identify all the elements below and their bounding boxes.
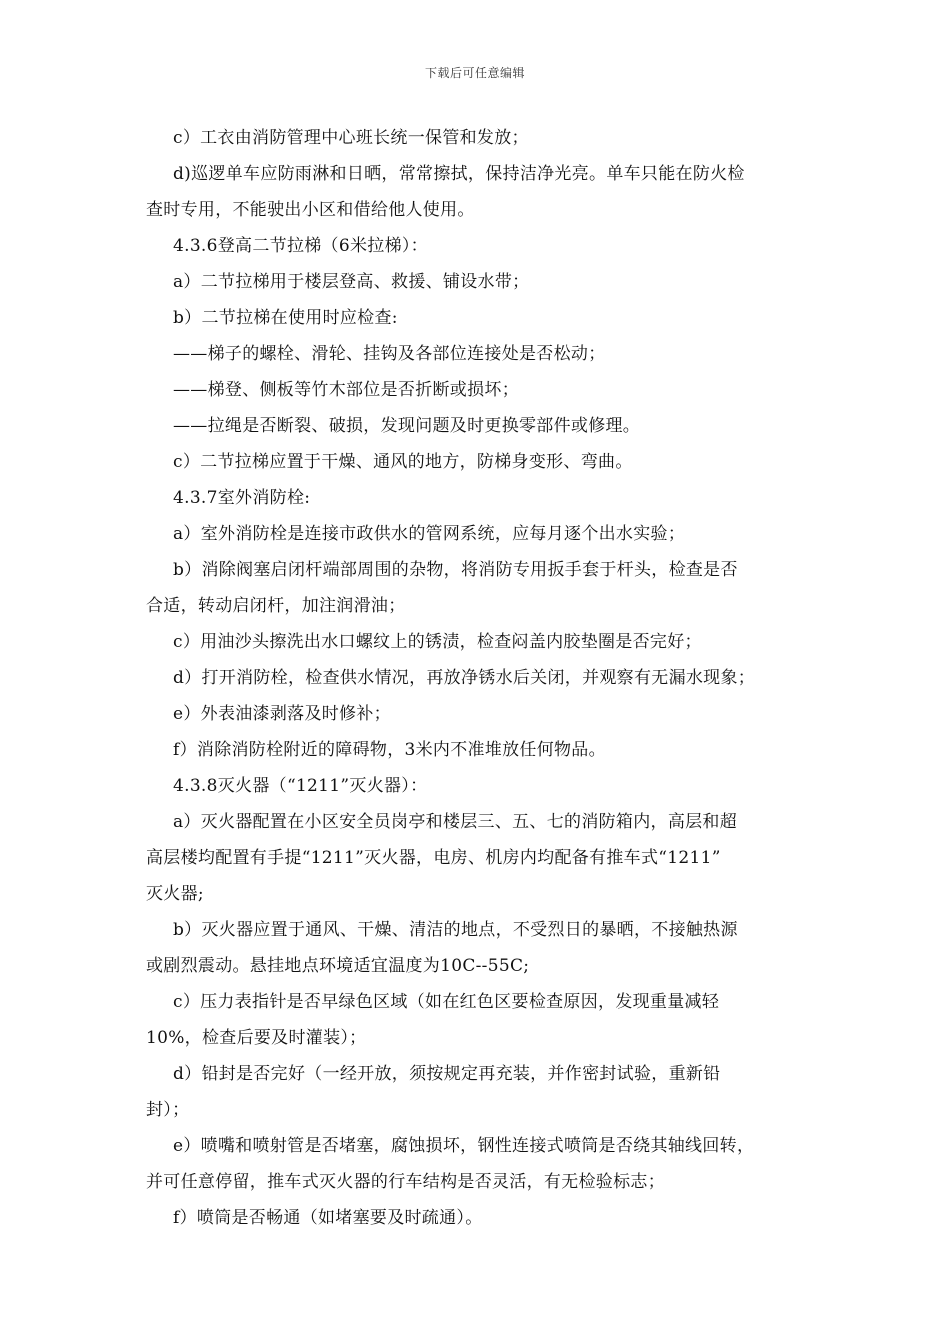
paragraph-line: 或剧烈震动。悬挂地点环境适宜温度为10C--55C; [146, 956, 530, 976]
paragraph-line: b）消除阀塞启闭杆端部周围的杂物，将消防专用扳手套于杆头，检查是否 [173, 560, 738, 580]
paragraph-line: ——梯登、侧板等竹木部位是否折断或损坏； [173, 380, 519, 400]
paragraph-line: f）消除消防栓附近的障碍物，3米内不准堆放任何物品。 [173, 740, 606, 760]
paragraph-line: 并可任意停留，推车式灭火器的行车结构是否灵活，有无检验标志； [146, 1172, 665, 1192]
paragraph-line: 高层楼均配置有手提“1211”灭火器，电房、机房内均配备有推车式“1211” [146, 848, 721, 868]
paragraph-line: c）用油沙头擦洗出水口螺纹上的锈渍，检查闷盖内胶垫圈是否完好； [173, 632, 702, 652]
paragraph-line: 查时专用，不能驶出小区和借给他人使用。 [146, 200, 475, 220]
paragraph-line: e）外表油漆剥落及时修补； [173, 704, 391, 724]
section-heading: 4.3.7室外消防栓: [173, 488, 311, 508]
paragraph-line: 封）； [146, 1100, 190, 1120]
paragraph-line: d)巡逻单车应防雨淋和日晒，常常擦拭，保持洁净光亮。单车只能在防火检 [173, 164, 745, 184]
paragraph-line: b）灭火器应置于通风、干燥、清洁的地点，不受烈日的暴晒，不接触热源 [173, 920, 738, 940]
paragraph-line: d）铅封是否完好（一经开放，须按规定再充装，并作密封试验，重新铅 [173, 1064, 721, 1084]
paragraph-line: c）二节拉梯应置于干燥、通风的地方，防梯身变形、弯曲。 [173, 452, 633, 472]
paragraph-line: b）二节拉梯在使用时应检查: [173, 308, 398, 328]
paragraph-line: c）压力表指针是否早绿色区域（如在红色区要检查原因，发现重量减轻 [173, 992, 720, 1012]
paragraph-line: ——梯子的螺栓、滑轮、挂钩及各部位连接处是否松动； [173, 344, 606, 364]
section-heading: 4.3.6登高二节拉梯（6米拉梯）： [173, 236, 428, 256]
paragraph-line: a）室外消防栓是连接市政供水的管网系统，应每月逐个出水实验； [173, 524, 686, 544]
paragraph-line: f）喷筒是否畅通（如堵塞要及时疏通）。 [173, 1208, 483, 1228]
paragraph-line: 灭火器; [146, 884, 204, 904]
paragraph-line: e）喷嘴和喷射管是否堵塞，腐蚀损坏，钢性连接式喷筒是否绕其轴线回转， [173, 1136, 755, 1156]
paragraph-line: a）二节拉梯用于楼层登高、救援、铺设水带； [173, 272, 530, 292]
paragraph-line: a）灭火器配置在小区安全员岗亭和楼层三、五、七的消防箱内，高层和超 [173, 812, 738, 832]
document-body [146, 120, 810, 1236]
page-header: 下载后可任意编辑 [424, 66, 525, 80]
paragraph-line: ——拉绳是否断裂、破损，发现问题及时更换零部件或修理。 [173, 416, 641, 436]
paragraph-line: 合适，转动启闭杆，加注润滑油； [146, 596, 406, 616]
paragraph-line: c）工衣由消防管理中心班长统一保管和发放； [173, 128, 529, 148]
section-heading: 4.3.8灭火器（“1211”灭火器）： [173, 776, 428, 796]
paragraph-line: d）打开消防栓，检查供水情况，再放净锈水后关闭，并观察有无漏水现象； [173, 668, 756, 688]
paragraph-line: 10%，检查后要及时灌装）； [146, 1028, 367, 1048]
